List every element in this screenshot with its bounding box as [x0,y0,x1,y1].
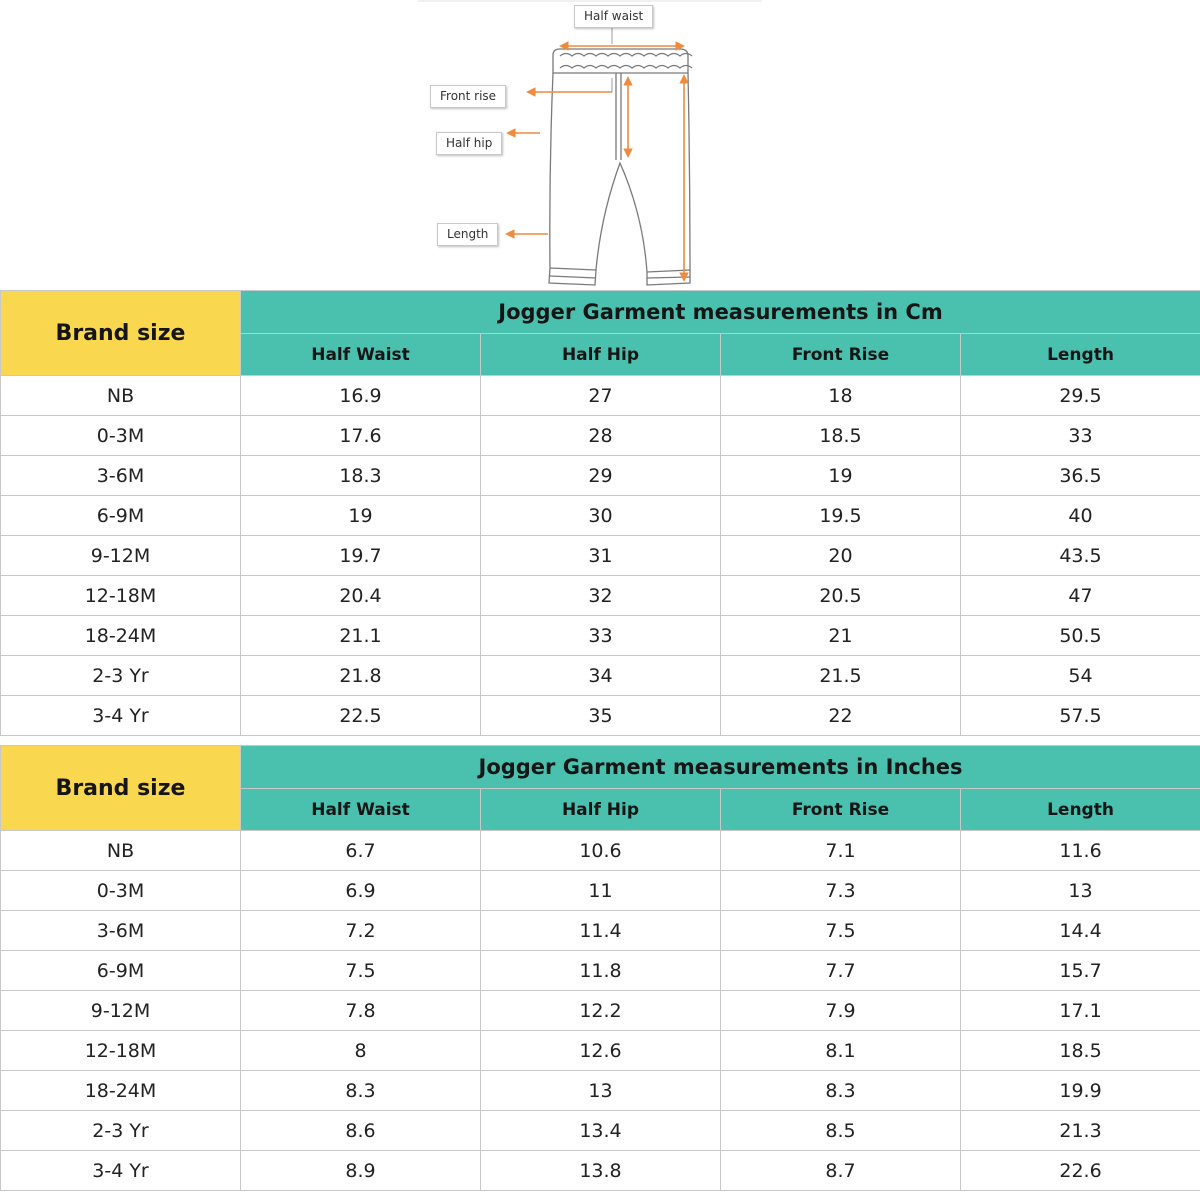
half-hip-cell: 11.4 [481,911,721,951]
table-row [1,576,1200,616]
size-cell: 6-9M [1,496,241,536]
size-cell: 3-6M [1,911,241,951]
length-cell: 17.1 [961,991,1200,1031]
size-cell: NB [1,376,241,416]
length-cell: 33 [961,416,1200,456]
column-header-front-rise: Front Rise [721,334,961,376]
half-waist-cell: 17.6 [241,416,481,456]
size-cell: 12-18M [1,576,241,616]
front-rise-cell: 8.5 [721,1111,961,1151]
column-header-half-waist: Half Waist [241,334,481,376]
half-waist-cell: 8.6 [241,1111,481,1151]
half-hip-cell: 13.8 [481,1151,721,1191]
front-rise-cell: 18.5 [721,416,961,456]
length-cell: 36.5 [961,456,1200,496]
size-cell: 3-6M [1,456,241,496]
length-cell: 54 [961,656,1200,696]
length-cell: 57.5 [961,696,1200,736]
brand-size-header: Brand size [1,746,241,831]
half-waist-cell: 18.3 [241,456,481,496]
length-cell: 11.6 [961,831,1200,871]
half-waist-cell: 6.7 [241,831,481,871]
brand-size-header: Brand size [1,291,241,376]
half-hip-cell: 34 [481,656,721,696]
column-header-front-rise: Front Rise [721,789,961,831]
half-waist-cell: 8 [241,1031,481,1071]
table-row [1,416,1200,456]
waistband-outline [553,49,692,73]
front-rise-cell: 7.3 [721,871,961,911]
half-hip-cell: 30 [481,496,721,536]
table-row [1,456,1200,496]
half-hip-cell: 12.6 [481,1031,721,1071]
table-row [1,911,1200,951]
table-row [1,496,1200,536]
table-row [1,831,1200,871]
half-waist-cell: 20.4 [241,576,481,616]
length-cell: 15.7 [961,951,1200,991]
front-rise-cell: 21 [721,616,961,656]
column-header-length: Length [961,789,1200,831]
table-row [1,951,1200,991]
half-hip-cell: 13.4 [481,1111,721,1151]
half-waist-cell: 8.9 [241,1151,481,1191]
size-cell: 0-3M [1,416,241,456]
measurement-arrows [507,46,684,280]
front-rise-cell: 8.3 [721,1071,961,1111]
column-header-half-hip: Half Hip [481,334,721,376]
table-row [1,696,1200,736]
half-hip-cell: 11 [481,871,721,911]
size-cell: 9-12M [1,536,241,576]
table-row [1,376,1200,416]
size-cell: 6-9M [1,951,241,991]
length-cell: 13 [961,871,1200,911]
table-row [1,1151,1200,1191]
jogger-measurement-diagram [0,0,1200,290]
table-row [1,1111,1200,1151]
size-cell: 2-3 Yr [1,656,241,696]
half-hip-cell: 10.6 [481,831,721,871]
length-cell: 21.3 [961,1111,1200,1151]
size-table-cm [0,290,1200,736]
column-header-half-hip: Half Hip [481,789,721,831]
half-waist-cell: 6.9 [241,871,481,911]
front-rise-cell: 22 [721,696,961,736]
half-hip-label: Half hip [436,132,502,155]
half-hip-cell: 13 [481,1071,721,1111]
pants-outline [549,73,690,285]
jogger-pants-illustration [0,0,1200,290]
size-cell: NB [1,831,241,871]
front-rise-cell: 19 [721,456,961,496]
front-rise-cell: 7.5 [721,911,961,951]
table-row [1,871,1200,911]
half-waist-cell: 7.5 [241,951,481,991]
front-rise-cell: 20 [721,536,961,576]
half-waist-cell: 21.8 [241,656,481,696]
table-row [1,991,1200,1031]
size-cell: 9-12M [1,991,241,1031]
front-rise-cell: 7.1 [721,831,961,871]
column-header-half-waist: Half Waist [241,789,481,831]
table-row [1,536,1200,576]
column-header-length: Length [961,334,1200,376]
half-waist-cell: 21.1 [241,616,481,656]
size-table-inches [0,745,1200,1191]
front-rise-cell: 7.9 [721,991,961,1031]
length-cell: 43.5 [961,536,1200,576]
front-rise-cell: 8.7 [721,1151,961,1191]
front-rise-label: Front rise [430,85,506,108]
half-hip-cell: 28 [481,416,721,456]
table-title-cm: Jogger Garment measurements in Cm [241,291,1200,334]
length-cell: 40 [961,496,1200,536]
half-hip-cell: 11.8 [481,951,721,991]
half-waist-cell: 8.3 [241,1071,481,1111]
front-rise-cell: 18 [721,376,961,416]
half-hip-cell: 32 [481,576,721,616]
half-waist-cell: 7.2 [241,911,481,951]
length-cell: 18.5 [961,1031,1200,1071]
size-cell: 18-24M [1,1071,241,1111]
length-cell: 50.5 [961,616,1200,656]
length-cell: 22.6 [961,1151,1200,1191]
table-row [1,616,1200,656]
half-waist-cell: 19.7 [241,536,481,576]
length-cell: 29.5 [961,376,1200,416]
table-title-inches: Jogger Garment measurements in Inches [241,746,1200,789]
size-cell: 0-3M [1,871,241,911]
front-rise-cell: 7.7 [721,951,961,991]
half-waist-cell: 16.9 [241,376,481,416]
front-rise-cell: 20.5 [721,576,961,616]
length-cell: 14.4 [961,911,1200,951]
half-hip-cell: 33 [481,616,721,656]
length-cell: 47 [961,576,1200,616]
half-hip-cell: 35 [481,696,721,736]
half-hip-cell: 29 [481,456,721,496]
half-hip-cell: 12.2 [481,991,721,1031]
size-cell: 12-18M [1,1031,241,1071]
half-hip-cell: 31 [481,536,721,576]
half-waist-cell: 19 [241,496,481,536]
table-row [1,656,1200,696]
length-label: Length [437,223,498,246]
table-row [1,1071,1200,1111]
table-row [1,1031,1200,1071]
length-cell: 19.9 [961,1071,1200,1111]
half-waist-cell: 22.5 [241,696,481,736]
front-rise-cell: 21.5 [721,656,961,696]
half-waist-cell: 7.8 [241,991,481,1031]
front-rise-cell: 19.5 [721,496,961,536]
size-cell: 3-4 Yr [1,696,241,736]
half-waist-label: Half waist [574,5,653,28]
front-rise-cell: 8.1 [721,1031,961,1071]
size-cell: 3-4 Yr [1,1151,241,1191]
size-cell: 2-3 Yr [1,1111,241,1151]
size-cell: 18-24M [1,616,241,656]
half-hip-cell: 27 [481,376,721,416]
